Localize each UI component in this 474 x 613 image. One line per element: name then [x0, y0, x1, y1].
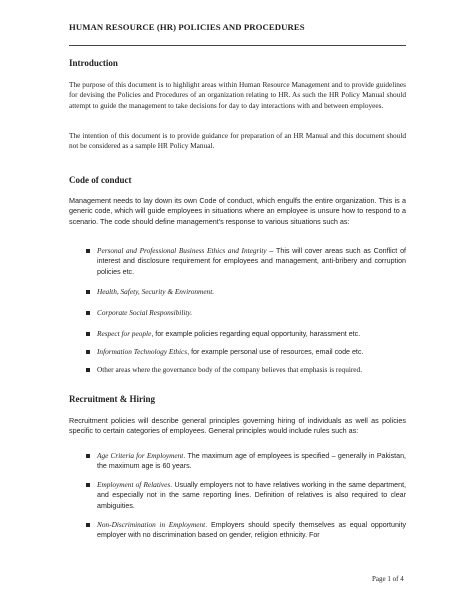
- list-item: [86, 347, 406, 357]
- introduction-heading: Introduction: [69, 58, 118, 68]
- list-item-text: . The maximum age of employees is specified – generally in Pakistan, the maximum age is 60 years.: [97, 452, 406, 471]
- list-item-text: – This will cover areas such as Conflict of interest and disclosure requirement for employees and management, anti-bribery and corruption policies etc.: [97, 247, 406, 276]
- document-title: HUMAN RESOURCE (HR) POLICIES AND PROCEDURES: [69, 22, 305, 32]
- page-number: Page 1 of 4: [372, 575, 404, 583]
- list-item: [86, 246, 406, 277]
- list-item: [86, 329, 406, 339]
- list-item-text: , for example policies regarding equal opportunity, harassment etc.: [151, 330, 361, 338]
- bullet-icon: [86, 523, 90, 527]
- recruitment-heading: Recruitment & Hiring: [69, 394, 155, 404]
- list-item: [86, 287, 406, 297]
- list-item: [86, 451, 406, 472]
- list-item-lead: Health, Safety, Security & Environment.: [97, 287, 215, 296]
- list-item-lead: Personal and Professional Business Ethics and Integrity: [97, 246, 267, 255]
- bullet-icon: [86, 483, 90, 487]
- list-item-text: Other areas where the governance body of the company believes that emphasis is required.: [97, 365, 363, 374]
- bullet-icon: [86, 368, 90, 372]
- list-item: [86, 480, 406, 511]
- introduction-paragraph-2: The intention of this document is to provide guidance for preparation of an HR Manual and this document should not be considered as a sample HR Policy Manual.: [69, 131, 406, 151]
- list-item: [86, 308, 406, 318]
- list-item: [86, 365, 406, 375]
- recruitment-paragraph: Recruitment policies will describe general principles governing hiring of individuals as well as policies specific to certain categories of employees. General principles would include rules such as:: [69, 416, 406, 436]
- introduction-paragraph-1: The purpose of this document is to highlight areas within Human Resource Management and to provide guidelines for devising the Policies and Procedures of an organization relating to HR. As such the HR Policy Manual should attempt to guide the management to take decisions for day to day interactions with and between employees.: [69, 80, 406, 110]
- list-item-lead: Information Technology Ethics: [97, 347, 188, 356]
- code-of-conduct-paragraph: Management needs to lay down its own Code of conduct, which engulfs the entire organization. This is a generic code, which will guide employees in situations where an employee is unsure how to respond to a scenario. The code should define management's response to various situations such as:: [69, 196, 406, 226]
- bullet-icon: [86, 454, 90, 458]
- list-item-text: , for example personal use of resources, email code etc.: [187, 348, 364, 356]
- list-item-text: . Usually employers not to have relatives working in the same department, and especially not in the same reporting lines. Definition of relatives is also required to clear ambiguities.: [97, 481, 407, 510]
- title-divider: [69, 45, 406, 46]
- list-item-lead: Age Criteria for Employment: [97, 451, 184, 460]
- bullet-icon: [86, 332, 90, 336]
- list-item-text: . Employers should specify themselves as equal opportunity employer with no discrimination based on gender, religion ethnicity. For: [97, 521, 406, 540]
- bullet-icon: [86, 249, 90, 253]
- list-item-lead: Respect for people: [97, 329, 152, 338]
- bullet-icon: [86, 350, 90, 354]
- list-item-lead: Corporate Social Responsibility.: [97, 308, 193, 317]
- list-item-lead: Employment of Relatives: [97, 480, 171, 489]
- bullet-icon: [86, 290, 90, 294]
- list-item-lead: Non-Discrimination in Employment: [97, 520, 206, 529]
- code-of-conduct-heading: Code of conduct: [69, 175, 132, 185]
- list-item: [86, 520, 406, 541]
- bullet-icon: [86, 311, 90, 315]
